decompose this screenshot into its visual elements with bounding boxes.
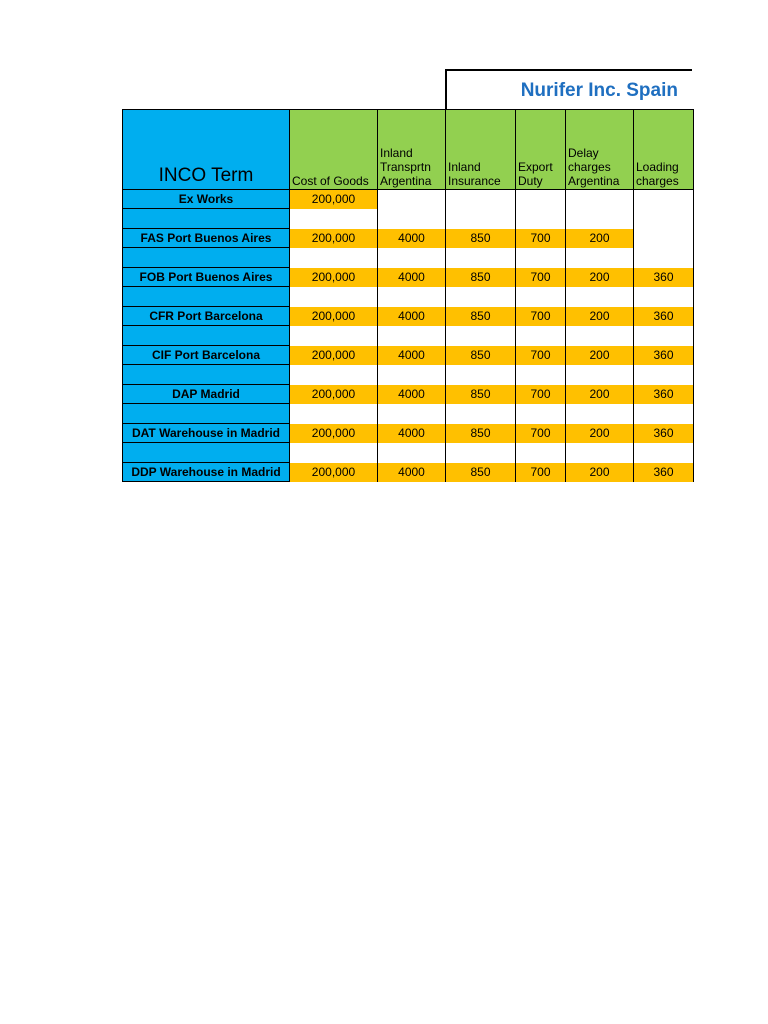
inco-term-spacer — [123, 365, 290, 385]
inco-term-cell: Ex Works — [123, 190, 290, 209]
export-duty-cell: 700 — [516, 424, 566, 443]
inland-insurance-cell: 850 — [446, 385, 516, 404]
inland-transport-cell: 4000 — [378, 424, 446, 443]
table-row — [123, 190, 694, 209]
table-row — [123, 307, 694, 326]
inco-term-spacer — [123, 326, 290, 346]
spacer-cell — [290, 287, 378, 307]
header-export-duty: Export Duty — [516, 110, 566, 190]
inland-insurance-cell: 850 — [446, 463, 516, 482]
spacer-cell — [290, 326, 378, 346]
delay-charges-cell: 200 — [566, 385, 634, 404]
cost-of-goods-cell: 200,000 — [290, 346, 378, 365]
spacer-cell — [566, 365, 634, 385]
spacer-cell — [516, 326, 566, 346]
table-row — [123, 346, 694, 365]
inland-insurance-cell: 850 — [446, 346, 516, 365]
inland-transport-cell: 4000 — [378, 463, 446, 482]
cost-of-goods-cell: 200,000 — [290, 463, 378, 482]
delay-charges-cell: 200 — [566, 268, 634, 287]
spacer-cell — [290, 248, 378, 268]
inco-term-spacer — [123, 209, 290, 229]
inland-transport-cell: 4000 — [378, 385, 446, 404]
loading-charges-cell: 360 — [634, 463, 694, 482]
inland-transport-cell: 4000 — [378, 346, 446, 365]
loading-charges-cell: 360 — [634, 424, 694, 443]
header-inland-transport: Inland Transprtn Argentina — [378, 110, 446, 190]
loading-charges-cell: 360 — [634, 385, 694, 404]
delay-charges-cell: 200 — [566, 463, 634, 482]
spacer-row — [123, 326, 694, 346]
spacer-row — [123, 209, 694, 229]
export-duty-cell: 700 — [516, 346, 566, 365]
company-title: Nurifer Inc. Spain — [445, 69, 692, 109]
inco-term-cell: DAP Madrid — [123, 385, 290, 404]
spacer-cell — [634, 404, 694, 424]
export-duty-cell: 700 — [516, 385, 566, 404]
cost-of-goods-cell: 200,000 — [290, 385, 378, 404]
spacer-cell — [634, 443, 694, 463]
spacer-cell — [446, 248, 516, 268]
inland-insurance-cell — [446, 190, 516, 209]
inland-transport-cell: 4000 — [378, 307, 446, 326]
spacer-cell — [634, 326, 694, 346]
inco-term-cell: FOB Port Buenos Aires — [123, 268, 290, 287]
table-row — [123, 385, 694, 404]
spacer-cell — [516, 443, 566, 463]
spacer-cell — [446, 404, 516, 424]
inland-transport-cell: 4000 — [378, 229, 446, 248]
inland-transport-cell — [378, 190, 446, 209]
inco-term-spacer — [123, 443, 290, 463]
spacer-cell — [378, 365, 446, 385]
header-row — [123, 110, 694, 190]
loading-charges-cell: 360 — [634, 307, 694, 326]
spacer-cell — [290, 443, 378, 463]
loading-charges-cell: 360 — [634, 268, 694, 287]
inland-insurance-cell: 850 — [446, 268, 516, 287]
delay-charges-cell: 200 — [566, 307, 634, 326]
export-duty-cell: 700 — [516, 268, 566, 287]
delay-charges-cell: 200 — [566, 424, 634, 443]
spacer-cell — [290, 404, 378, 424]
spacer-cell — [516, 404, 566, 424]
inland-transport-cell: 4000 — [378, 268, 446, 287]
header-loading-charges: Loading charges — [634, 110, 694, 190]
spacer-cell — [446, 287, 516, 307]
delay-charges-cell: 200 — [566, 346, 634, 365]
export-duty-cell: 700 — [516, 463, 566, 482]
loading-charges-cell: 360 — [634, 346, 694, 365]
export-duty-cell — [516, 190, 566, 209]
spacer-cell — [378, 209, 446, 229]
inco-term-cell: CIF Port Barcelona — [123, 346, 290, 365]
inco-term-cell: FAS Port Buenos Aires — [123, 229, 290, 248]
cost-of-goods-cell: 200,000 — [290, 229, 378, 248]
spacer-row — [123, 404, 694, 424]
spacer-cell — [634, 287, 694, 307]
inco-term-cell: CFR Port Barcelona — [123, 307, 290, 326]
spacer-cell — [446, 326, 516, 346]
spacer-cell — [290, 209, 378, 229]
inco-term-spacer — [123, 404, 290, 424]
export-duty-cell: 700 — [516, 307, 566, 326]
cost-of-goods-cell: 200,000 — [290, 424, 378, 443]
loading-charges-cell — [634, 190, 694, 209]
spacer-cell — [378, 248, 446, 268]
spacer-cell — [516, 209, 566, 229]
inco-term-cell: DAT Warehouse in Madrid — [123, 424, 290, 443]
spacer-row — [123, 365, 694, 385]
spacer-cell — [634, 209, 694, 229]
header-delay-charges: Delay charges Argentina — [566, 110, 634, 190]
spacer-row — [123, 248, 694, 268]
loading-charges-cell — [634, 229, 694, 248]
table-row — [123, 424, 694, 443]
inland-insurance-cell: 850 — [446, 424, 516, 443]
spacer-cell — [378, 287, 446, 307]
table-row — [123, 268, 694, 287]
table-row — [123, 229, 694, 248]
inco-term-cell: DDP Warehouse in Madrid — [123, 463, 290, 482]
delay-charges-cell: 200 — [566, 229, 634, 248]
header-inland-insurance: Inland Insurance — [446, 110, 516, 190]
spacer-cell — [446, 209, 516, 229]
inco-term-spacer — [123, 287, 290, 307]
header-inco-term: INCO Term — [123, 110, 290, 190]
cost-of-goods-cell: 200,000 — [290, 190, 378, 209]
spacer-cell — [290, 365, 378, 385]
spacer-row — [123, 443, 694, 463]
inland-insurance-cell: 850 — [446, 307, 516, 326]
spacer-cell — [634, 248, 694, 268]
spacer-cell — [516, 365, 566, 385]
spacer-cell — [566, 443, 634, 463]
spacer-cell — [378, 404, 446, 424]
spacer-cell — [446, 365, 516, 385]
table-row — [123, 463, 694, 482]
export-duty-cell: 700 — [516, 229, 566, 248]
spacer-cell — [566, 248, 634, 268]
inland-insurance-cell: 850 — [446, 229, 516, 248]
spacer-cell — [378, 326, 446, 346]
spacer-row — [123, 287, 694, 307]
spacer-cell — [516, 287, 566, 307]
spacer-cell — [634, 365, 694, 385]
spacer-cell — [566, 287, 634, 307]
incoterm-cost-table — [122, 109, 694, 482]
spacer-cell — [516, 248, 566, 268]
spacer-cell — [566, 326, 634, 346]
cost-of-goods-cell: 200,000 — [290, 268, 378, 287]
header-cost-of-goods: Cost of Goods — [290, 110, 378, 190]
spacer-cell — [566, 209, 634, 229]
spacer-cell — [378, 443, 446, 463]
inco-term-spacer — [123, 248, 290, 268]
delay-charges-cell — [566, 190, 634, 209]
spacer-cell — [566, 404, 634, 424]
cost-of-goods-cell: 200,000 — [290, 307, 378, 326]
spacer-cell — [446, 443, 516, 463]
